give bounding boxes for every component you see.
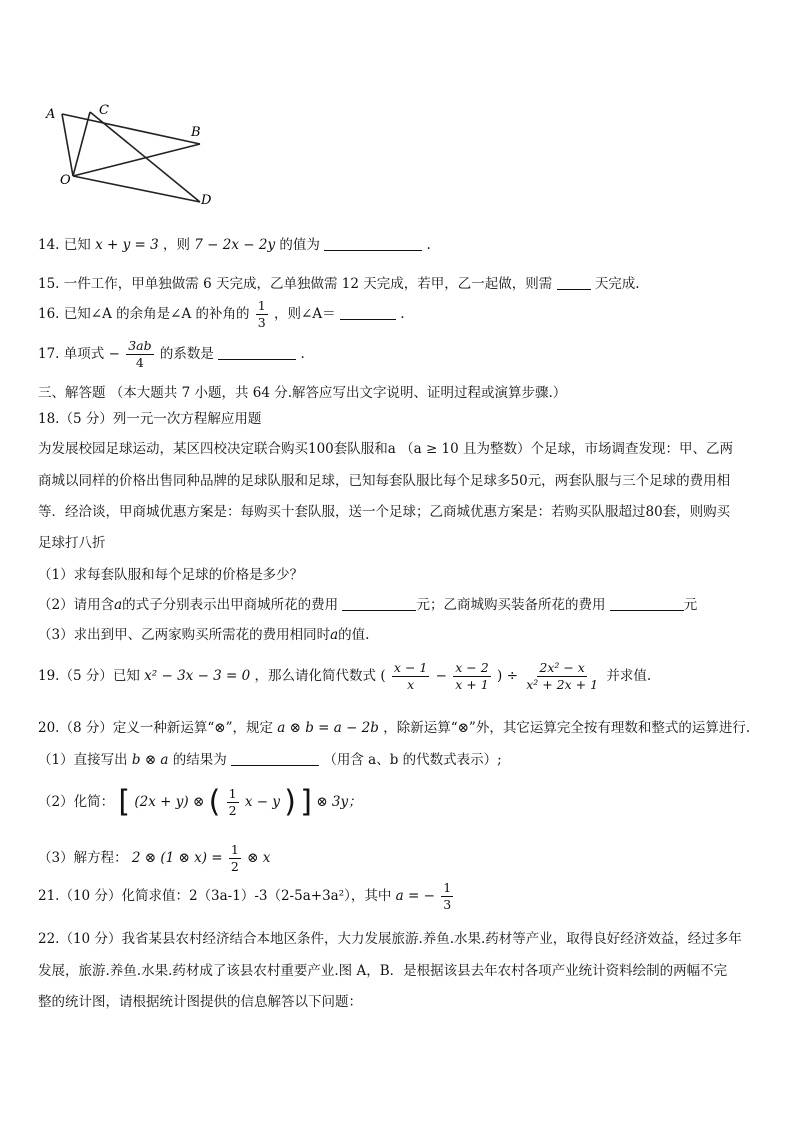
q18-body-line: 商城以同样的价格出售同种品牌的足球队服和足球，已知每套队服比每个足球多50元，两套队服与三个足球的费用相 (38, 473, 731, 489)
label-d: D (201, 193, 212, 208)
q18-p2-b: 的式子分别表示出甲商城所花的费用 (122, 597, 339, 613)
q20-head-b: ，除新运算“⊗”外，其它运算完全按有理数和整式的运算进行. (383, 720, 751, 736)
segment-oc (73, 112, 90, 176)
q18-body-line: 等．经洽谈，甲商城优惠方案是：每购买十套队服，送一个足球；乙商城优惠方案是：若购买队服超过80套，则购买 (38, 504, 731, 520)
q20-p2-label: （2）化简： (38, 794, 115, 810)
answer-blank[interactable] (218, 345, 296, 360)
section-title: 三、解答题 (38, 385, 106, 401)
question-15 (38, 272, 640, 292)
fraction (227, 786, 239, 819)
question-18-heading: 18.（5 分）列一元一次方程解应用题 (38, 411, 262, 427)
fraction (229, 842, 241, 875)
q14-mid: ，则 (163, 237, 190, 253)
label-c: C (99, 103, 109, 118)
q19-mid: ，那么请化简代数式 (254, 668, 377, 684)
fraction-denominator: 3 (257, 315, 266, 330)
q14-pre: 已知 (63, 237, 91, 253)
fraction-numerator: 1 (257, 298, 266, 313)
fraction-numerator: 1 (230, 842, 239, 857)
label-a: A (46, 107, 56, 122)
minus-sign: − (435, 668, 447, 684)
question-22-line: 发展，旅游.养鱼.水果.药材成了该县农村重要产业.图 A，B．是根据该县去年农村各项产业统计资料绘制的两幅不完 (38, 963, 728, 979)
q20-part-2 (38, 786, 362, 819)
segment-ob (73, 144, 200, 176)
fraction-numerator: x − 1 (393, 660, 428, 675)
paren-close: ) (284, 784, 296, 820)
label-o: O (60, 173, 71, 188)
section-heading (38, 381, 566, 401)
paren-close: ) (497, 668, 503, 684)
q14-equation: x + y = 3 (95, 237, 159, 253)
geometry-figure (40, 98, 230, 213)
q20-p1-c: （用含 a、b 的代数式表示）; (323, 752, 502, 768)
paren-open: ( (208, 784, 221, 820)
divide-sign: ÷ (506, 668, 518, 684)
answer-blank[interactable] (610, 596, 684, 611)
q18-part-3 (38, 623, 369, 643)
q17-post: 的系数是 (159, 346, 214, 362)
fraction (256, 298, 268, 331)
q18-p2-d: 元 (683, 597, 698, 613)
question-17 (38, 338, 305, 371)
q20-p1-a: （1）直接写出 (38, 752, 128, 768)
q20-head-a: 20.（8 分）定义一种新运算“⊗”，规定 (38, 720, 273, 736)
question-20 (38, 716, 750, 736)
bracket-open: [ (118, 784, 131, 820)
q20-p2-expr2: x − y (244, 794, 280, 810)
question-22-line: 整的统计图，请根据统计图提供的信息解答以下问题： (38, 994, 362, 1010)
q16-end: . (400, 306, 405, 322)
q15-text: 一件工作，甲单独做需 6 天完成，乙单独做需 12 天完成，若甲，乙一起做，则需 (63, 276, 553, 292)
q19-post: 并求值. (606, 668, 652, 684)
answer-blank[interactable] (342, 596, 416, 611)
question-number: 15. (38, 276, 60, 292)
q18-p2-a: （2）请用含 (38, 597, 115, 613)
fraction-denominator: x + 1 (455, 677, 489, 692)
answer-blank[interactable] (231, 751, 319, 766)
q16-post: ，则∠A＝ (274, 306, 336, 322)
question-number: 16. (38, 306, 60, 322)
q18-part-1: （1）求每套队服和每个足球的价格是多少？ (38, 567, 304, 583)
fraction (126, 338, 153, 371)
fraction (453, 660, 490, 693)
fraction (441, 880, 453, 913)
fraction (392, 660, 429, 693)
fraction-denominator: x (407, 677, 415, 692)
q20-p3-expr1: 2 ⊗ (1 ⊗ x) = (131, 850, 223, 866)
q20-p3-label: （3）解方程： (38, 850, 128, 866)
paren-open: ( (380, 668, 386, 684)
question-19 (38, 660, 651, 693)
question-22-line: 22.（10 分）我省某县农村经济结合本地区条件，大力发展旅游.养鱼.水果.药材等产业，取得良好经济效益，经过多年 (38, 931, 742, 947)
q15-end: 天完成. (594, 276, 640, 292)
label-b: B (191, 125, 201, 140)
q18-p2-c: 元；乙商城购买装备所花的费用 (416, 597, 606, 613)
answer-blank[interactable] (324, 236, 422, 251)
q14-expression: 7 − 2x − 2y (194, 237, 276, 253)
segment-od (73, 176, 200, 202)
q17-end: . (300, 346, 305, 362)
q20-part-3 (38, 842, 270, 875)
q14-end: . (426, 237, 431, 253)
section-note: （本大题共 7 小题，共 64 分.解答应写出文字说明、证明过程或演算步骤.） (109, 385, 567, 401)
fraction-denominator: 3 (443, 897, 452, 912)
q18-body-line: 足球打八折 (38, 535, 106, 551)
q17-pre: 单项式 (63, 346, 105, 362)
question-21 (38, 880, 455, 913)
question-16 (38, 298, 405, 331)
fraction-numerator: x − 2 (455, 660, 489, 675)
minus-sign: − (108, 346, 120, 362)
q18-p3-a: （3）求出到甲、乙两家购买所需花的费用相同时 (38, 627, 331, 643)
q18-p3-b: 的值. (338, 627, 370, 643)
q19-equation: x² − 3x − 3 = 0 (144, 668, 251, 684)
segment-cd (90, 112, 200, 202)
fraction-numerator: 1 (443, 880, 452, 895)
question-14 (38, 233, 431, 253)
answer-blank[interactable] (340, 305, 396, 320)
segment-ao (62, 114, 73, 176)
q20-part-1 (38, 748, 502, 768)
fraction-denominator: 2 (230, 859, 239, 874)
q20-p2-expr1: (2x + y) ⊗ (134, 794, 205, 810)
fraction-numerator: 3ab (128, 338, 152, 353)
answer-blank[interactable] (557, 275, 591, 290)
fraction-numerator: 1 (228, 786, 237, 801)
variable-a: a (330, 627, 339, 643)
q18-body-line: 为发展校园足球运动，某区四校决定联合购买100套队服和a （a ≥ 10 且为整数）个足球，市场调查发现：甲、乙两 (38, 441, 734, 457)
fraction (524, 660, 600, 693)
q20-p2-expr3: ⊗ 3y； (316, 794, 362, 810)
q18-part-2 (38, 593, 697, 613)
q20-rule: a ⊗ b = a − 2b (277, 720, 379, 736)
bracket-close: ] (300, 784, 313, 820)
question-number: 17. (38, 346, 60, 362)
q20-p1-expr: b ⊗ a (131, 752, 169, 768)
fraction-denominator: 4 (135, 355, 144, 370)
q14-post: 的值为 (279, 237, 320, 253)
q16-pre: 已知∠A 的余角是∠A 的补角的 (63, 306, 250, 322)
q20-p1-b: 的结果为 (172, 752, 227, 768)
q21-pre: 21.（10 分）化简求值：2（3a-1）-3（2-5a+3a²），其中 (38, 888, 392, 904)
variable-a: a (114, 597, 123, 613)
question-number: 14. (38, 237, 60, 253)
q19-pre: 19.（5 分）已知 (38, 668, 140, 684)
fraction-numerator: 2x² − x (539, 660, 585, 675)
q20-p3-expr2: ⊗ x (247, 850, 271, 866)
fraction-denominator: 2 (228, 803, 237, 818)
fraction-denominator: x² + 2x + 1 (526, 677, 599, 692)
q21-variable: a = − (395, 888, 435, 904)
